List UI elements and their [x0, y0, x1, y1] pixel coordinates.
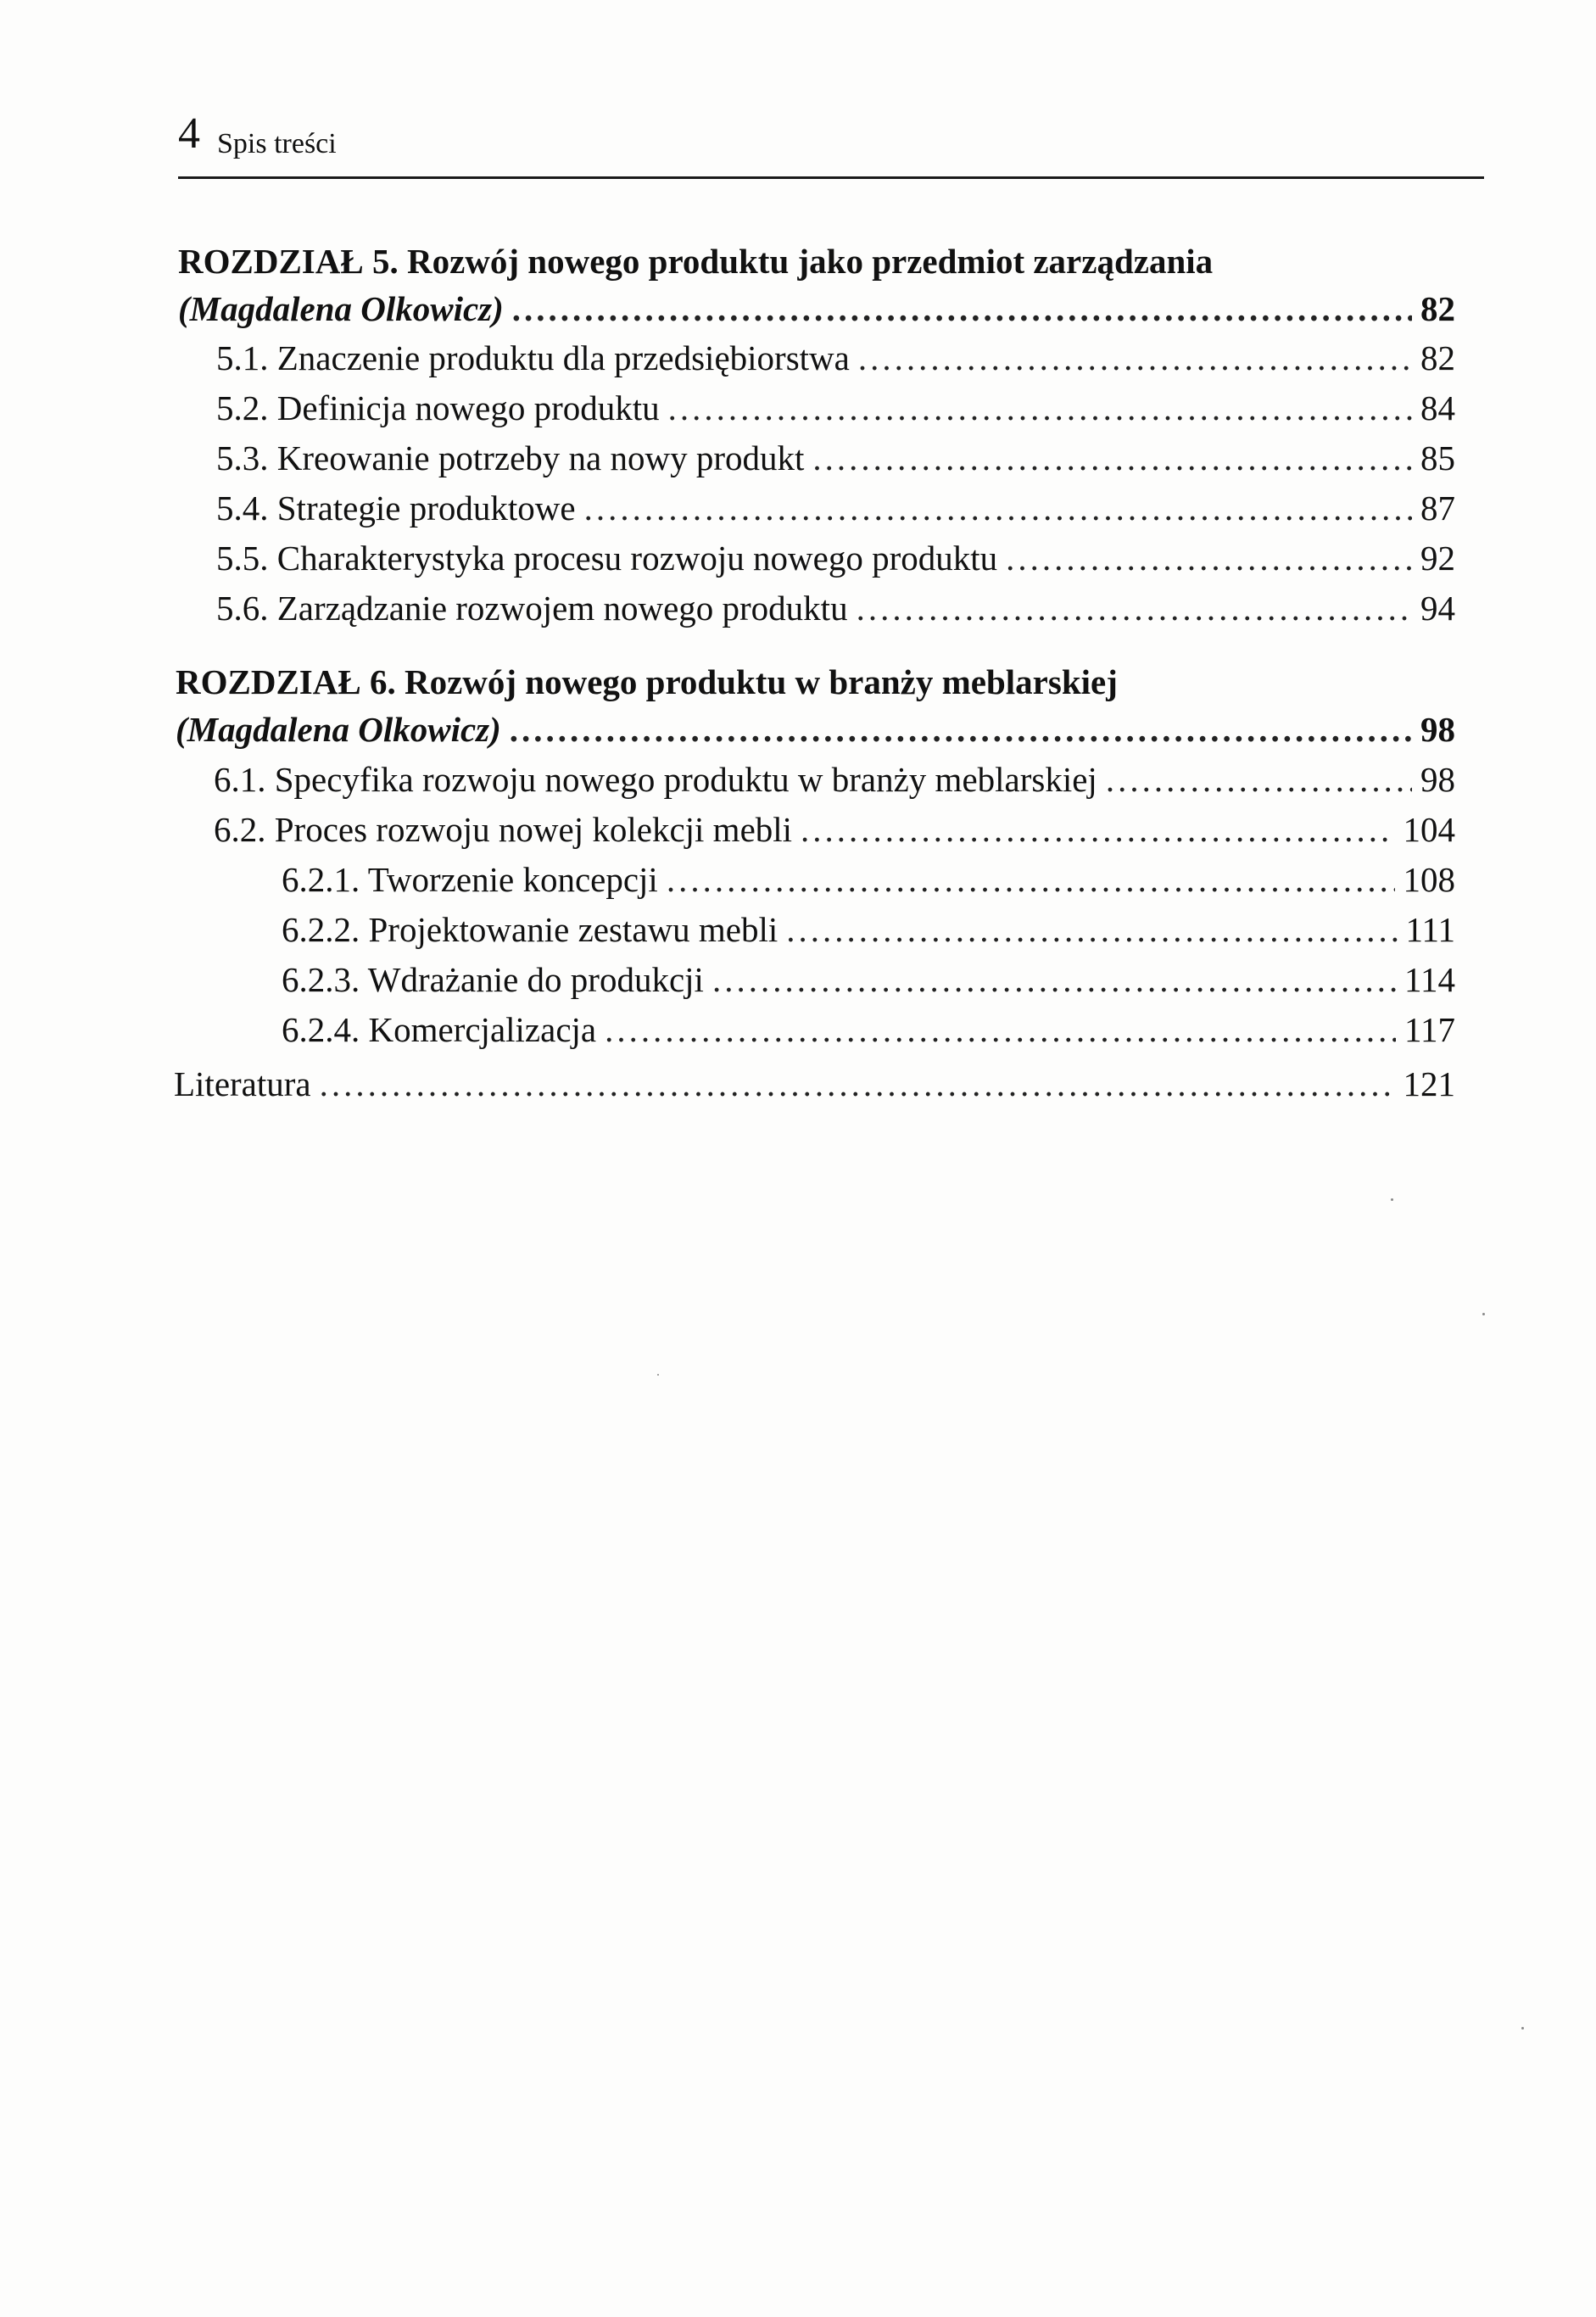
toc-entry-page: 94	[1420, 589, 1455, 628]
leader-dots	[801, 809, 1394, 850]
toc-entry-label: 5.4. Strategie produktowe	[216, 489, 576, 528]
chapter-5-author-row[interactable]	[178, 288, 1455, 336]
toc-entry-page: 85	[1420, 438, 1455, 477]
leader-dots	[667, 859, 1395, 900]
toc-entry-page: 92	[1420, 539, 1455, 578]
leader-dots	[812, 438, 1412, 478]
toc-entry-page: 98	[1420, 760, 1455, 799]
leader-dots	[858, 338, 1412, 378]
toc-entry-page: 111	[1405, 910, 1455, 949]
leader-dots	[605, 1009, 1396, 1050]
chapter-6-author: (Magdalena Olkowicz)	[176, 710, 501, 749]
header-title: Spis treści	[217, 128, 337, 159]
leader-dots	[510, 709, 1412, 750]
scan-speck	[657, 1374, 659, 1376]
toc-entry-label: 5.5. Charakterystyka procesu rozwoju nowego produktu	[216, 539, 998, 578]
toc-entry-label: 5.6. Zarządzanie rozwojem nowego produktu	[216, 589, 848, 628]
leader-dots	[1006, 538, 1412, 578]
toc-entry-label: 6.2.3. Wdrażanie do produkcji	[282, 960, 704, 999]
leader-dots	[786, 909, 1397, 950]
toc-entry-5-3[interactable]	[216, 438, 1455, 485]
toc-entry-6-2-3[interactable]	[282, 959, 1455, 1007]
toc-entry-6-2-4[interactable]	[282, 1009, 1455, 1057]
toc-entry-label: 6.2.2. Projektowanie zestawu mebli	[282, 910, 778, 949]
page-number: 4	[178, 109, 200, 158]
toc-entry-6-2-2[interactable]	[282, 909, 1455, 957]
toc-entry-5-2[interactable]	[216, 388, 1455, 435]
toc-entry-label: 6.1. Specyfika rozwoju nowego produktu w branży meblarskiej	[214, 760, 1097, 799]
toc-entry-literature[interactable]	[174, 1064, 1455, 1111]
toc-entry-label: 5.3. Kreowanie potrzeby na nowy produkt	[216, 438, 805, 477]
header-rule	[178, 176, 1484, 179]
scan-speck	[1521, 2027, 1524, 2029]
toc-entry-page: 82	[1420, 338, 1455, 377]
toc-entry-label: 6.2.4. Komercjalizacja	[282, 1010, 597, 1049]
toc-entry-label: 6.2.1. Tworzenie koncepcji	[282, 860, 658, 899]
toc-entry-page: 104	[1403, 810, 1455, 849]
toc-entry-6-2-1[interactable]	[282, 859, 1455, 907]
toc-entry-label: 5.2. Definicja nowego produktu	[216, 388, 660, 427]
toc-entry-6-2[interactable]	[214, 809, 1455, 857]
toc-entry-5-1[interactable]	[216, 338, 1455, 385]
running-head	[178, 109, 1484, 178]
leader-dots	[512, 288, 1412, 329]
toc-entry-page: 87	[1420, 489, 1455, 528]
chapter-6-author-row[interactable]	[176, 709, 1455, 757]
scan-speck	[1482, 1313, 1485, 1315]
leader-dots	[668, 388, 1412, 428]
toc-entry-label: 5.1. Znaczenie produktu dla przedsiębiorstwa	[216, 338, 850, 377]
toc-entry-page: 108	[1403, 860, 1455, 899]
leader-dots	[584, 488, 1412, 528]
scan-speck	[1391, 1198, 1393, 1201]
chapter-6-page: 98	[1420, 710, 1455, 749]
leader-dots	[1106, 759, 1412, 800]
chapter-5-page: 82	[1420, 289, 1455, 328]
toc-entry-label: 6.2. Proces rozwoju nowej kolekcji mebli	[214, 810, 793, 849]
toc-entry-5-5[interactable]	[216, 538, 1455, 585]
leader-dots	[857, 588, 1412, 628]
leader-dots	[320, 1064, 1395, 1104]
toc-entry-6-1[interactable]	[214, 759, 1455, 807]
toc-entry-5-6[interactable]	[216, 588, 1455, 635]
toc-entry-page: 114	[1404, 960, 1455, 999]
leader-dots	[712, 959, 1396, 1000]
toc-entry-5-4[interactable]	[216, 488, 1455, 535]
toc-entry-page: 84	[1420, 388, 1455, 427]
chapter-6-title: ROZDZIAŁ 6. Rozwój nowego produktu w branży meblarskiej	[176, 662, 1118, 701]
toc-entry-page: 117	[1404, 1010, 1455, 1049]
toc-entry-label: Literatura	[174, 1064, 311, 1103]
chapter-5-author: (Magdalena Olkowicz)	[178, 289, 504, 328]
toc-entry-page: 121	[1403, 1064, 1455, 1103]
chapter-5-title: ROZDZIAŁ 5. Rozwój nowego produktu jako przedmiot zarządzania	[178, 242, 1214, 281]
